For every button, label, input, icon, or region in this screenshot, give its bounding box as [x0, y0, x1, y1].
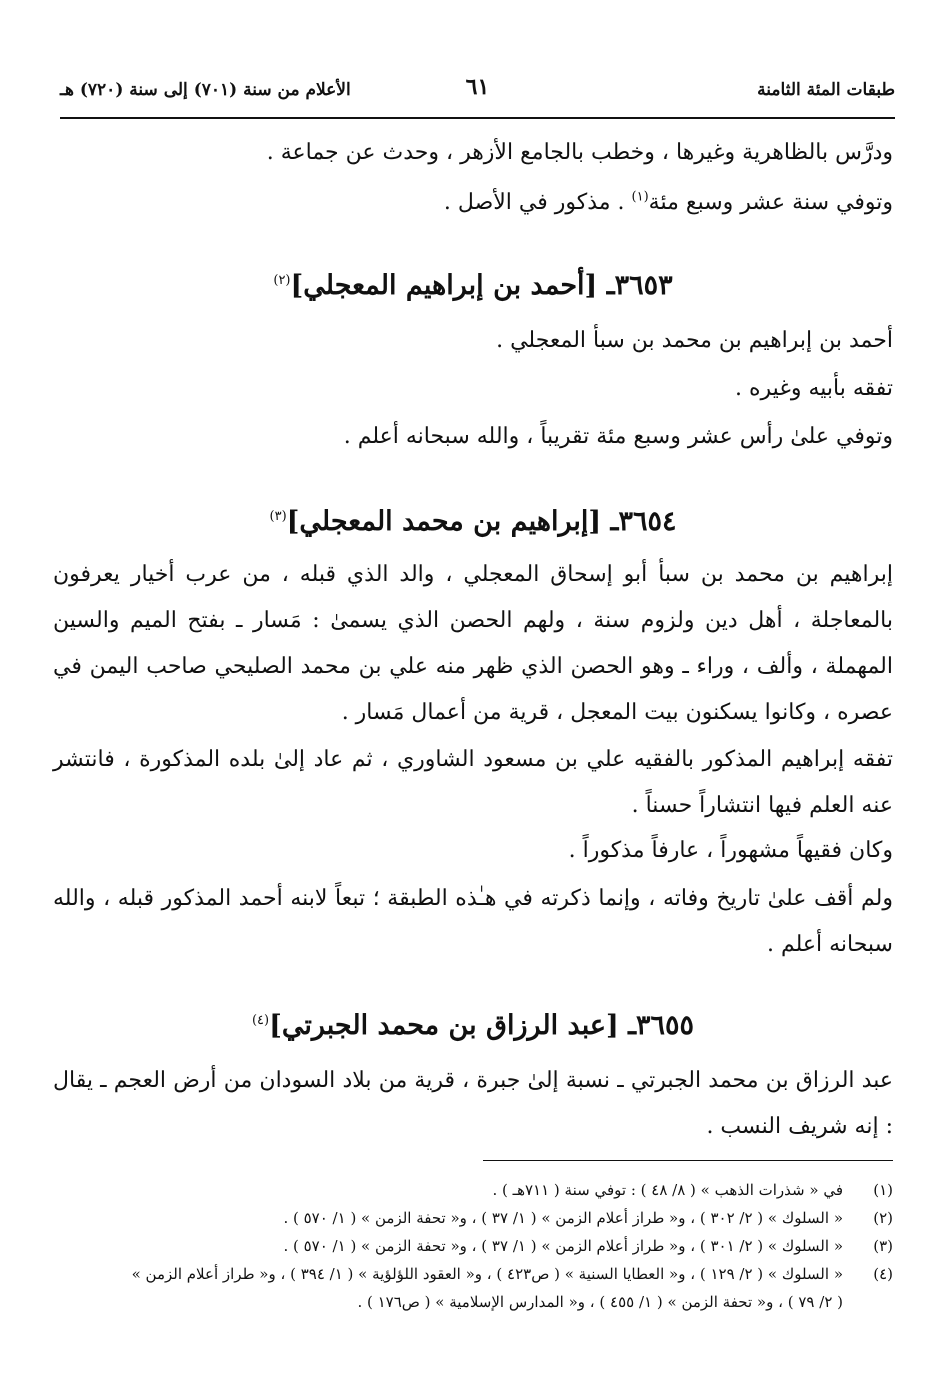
entry-heading	[53, 262, 893, 310]
entry-heading-text: ٣٦٥٣ـ [أحمد بن إبراهيم المعجلي]	[290, 270, 673, 301]
entry-paragraph: ولم أقف علىٰ تاريخ وفاته ، وإنما ذكرته في هـٰذه الطبقة ؛ تبعاً لابنه أحمد المذكور قبله ، والله سبحانه أعلم .	[53, 886, 893, 957]
footnotes	[53, 1176, 893, 1316]
footnote-number: (٢)	[873, 1209, 893, 1227]
footnote	[53, 1260, 893, 1288]
intro-line-2-text: وتوفي سنة عشر وسبع مئة	[648, 190, 893, 215]
footnote-continuation: ( ٢/ ٧٩ ) ، و« تحفة الزمن » ( ١/ ٤٥٥ ) ، و« المدارس الإسلامية » ( ص١٧٦ ) .	[357, 1293, 843, 1311]
entry-paragraph: إبراهيم بن محمد بن سبأ أبو إسحاق المعجلي ، والد الذي قبله ، من عرب أخيار يعرفون بالمعاجلة ، أهل دين ولزوم سنة ، ولهم الحصن الذي يسمىٰ : مَسار ـ بفتح الميم والسين المهملة ، وألف ، وراء ـ وهو الحصن الذي ظهر منه علي بن محمد الصليحي صاحب اليمن في عصره ، وكانوا يسكنون بيت المعجل ، قرية من أعمال مَسار .	[53, 562, 893, 725]
entry-heading	[53, 498, 893, 546]
footnote	[53, 1232, 893, 1260]
entry-paragraph: أحمد بن إبراهيم بن محمد بن سبأ المعجلي .	[496, 328, 893, 353]
section-range: الأعلام من سنة (٧٠١) إلى سنة (٧٢٠) هـ	[60, 80, 351, 100]
entry-paragraph: تفقه إبراهيم المذكور بالفقيه علي بن مسعود الشاوري ، ثم عاد إلىٰ بلده المذكورة ، فانتشر عنه العلم فيها انتشاراً حسناً .	[53, 747, 893, 818]
entry-heading-text: ٣٦٥٤ـ [إبراهيم بن محمد المعجلي]	[286, 506, 677, 537]
page-number: ٦١	[465, 74, 490, 100]
footnote-text: « السلوك » ( ٢/ ٣٠٢ ) ، و« طراز أعلام الزمن » ( ١/ ٣٧ ) ، و« تحفة الزمن » ( ١/ ٥٧٠ ) .	[283, 1209, 843, 1227]
entry-paragraph: وكان فقيهاً مشهوراً ، عارفاً مذكوراً .	[568, 838, 893, 863]
entry-paragraph: تفقه بأبيه وغيره .	[735, 376, 893, 401]
footnote-text: « السلوك » ( ٢/ ١٢٩ ) ، و« العطايا السنية » ( ص٤٢٣ ) ، و« العقود اللؤلؤية » ( ١/ ٣٩٤ ) ، و« طراز أعلام الزمن »	[131, 1265, 843, 1283]
running-header	[60, 74, 895, 110]
entry-heading	[53, 1002, 893, 1050]
footnote-text: « السلوك » ( ٢/ ٣٠١ ) ، و« طراز أعلام الزمن » ( ١/ ٣٧ ) ، و« تحفة الزمن » ( ١/ ٥٧٠ ) .	[283, 1237, 843, 1255]
footnote-divider	[483, 1160, 893, 1161]
entry-heading-text: ٣٦٥٥ـ [عبد الرزاق بن محمد الجبرتي]	[269, 1010, 695, 1041]
intro-line-2-text-end: . مذكور في الأصل .	[443, 190, 632, 215]
footnote-number: (١)	[873, 1181, 893, 1199]
footnote-ref-3: (٣)	[269, 509, 287, 524]
book-title: طبقات المئة الثامنة	[757, 80, 895, 100]
footnote-ref-4: (٤)	[251, 1013, 270, 1028]
entry-paragraph: عبد الرزاق بن محمد الجبرتي ـ نسبة إلىٰ جبرة ، قرية من بلاد السودان من أرض العجم ـ يقال : إنه شريف النسب .	[53, 1068, 893, 1139]
footnote-text: في « شذرات الذهب » ( ٨/ ٤٨ ) : توفي سنة ( ٧١١هـ ) .	[492, 1181, 843, 1199]
entry-paragraph: وتوفي علىٰ رأس عشر وسبع مئة تقريباً ، والله سبحانه أعلم .	[343, 424, 893, 449]
header-divider	[60, 117, 895, 119]
footnote-ref-2: (٢)	[273, 273, 291, 288]
footnote-ref-1: (١)	[631, 189, 649, 205]
footnote	[53, 1204, 893, 1232]
footnote	[53, 1176, 893, 1204]
footnote-number: (٤)	[873, 1265, 893, 1283]
intro-line-2	[53, 180, 893, 226]
footnote-number: (٣)	[873, 1237, 893, 1255]
intro-line-1: ودرَّس بالظاهرية وغيرها ، وخطب بالجامع الأزهر ، وحدث عن جماعة .	[266, 140, 893, 165]
